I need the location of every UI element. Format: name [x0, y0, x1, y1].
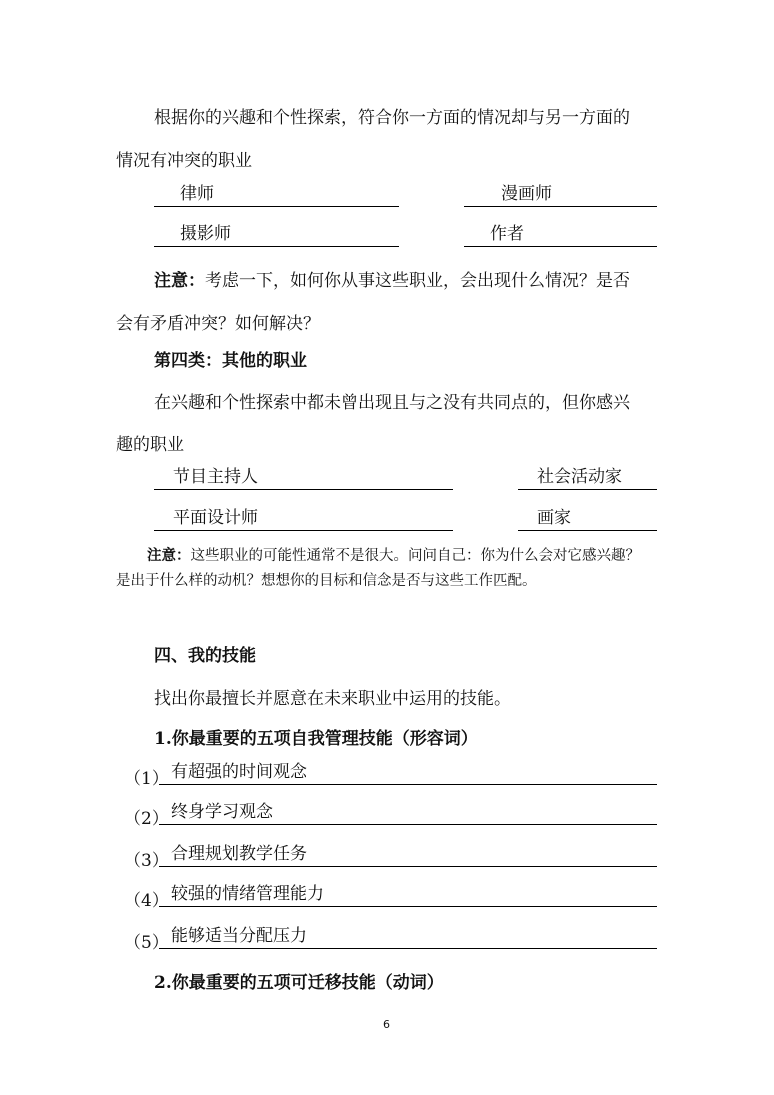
- note-2-line-2: 是出于什么样的动机？想想你的目标和信念是否与这些工作匹配。: [116, 573, 537, 589]
- skill-text: 有超强的时间观念: [171, 762, 307, 782]
- job-blank[interactable]: [464, 220, 657, 247]
- job-text: 节目主持人: [173, 467, 258, 487]
- page-number: 6: [383, 1018, 390, 1031]
- job-blank[interactable]: [154, 504, 453, 531]
- category-4-heading: 第四类：其他的职业: [154, 351, 307, 371]
- skill-text: 合理规划教学任务: [171, 844, 307, 864]
- skill-text: 能够适当分配压力: [171, 926, 307, 946]
- skill-text: 终身学习观念: [171, 802, 273, 822]
- transferable-heading: 2.你最重要的五项可迁移技能（动词）: [154, 973, 444, 993]
- skill-text: 较强的情绪管理能力: [171, 884, 324, 904]
- category-4-line-1: 在兴趣和个性探索中都未曾出现且与之没有共同点的，但你感兴: [154, 393, 630, 413]
- job-text: 社会活动家: [537, 467, 622, 487]
- job-blank[interactable]: [154, 220, 399, 247]
- note-label: 注意：: [147, 547, 191, 564]
- list-item-number: （2）: [124, 809, 169, 829]
- job-text: 作者: [490, 224, 524, 244]
- section-4-heading: 四、我的技能: [154, 646, 256, 666]
- list-item-number: （1）: [124, 769, 169, 789]
- intro-line-1: 根据你的兴趣和个性探索，符合你一方面的情况却与另一方面的: [154, 108, 630, 128]
- intro-line-2: 情况有冲突的职业: [116, 151, 252, 171]
- skill-blank[interactable]: [159, 758, 657, 785]
- list-item-number: （4）: [124, 891, 169, 911]
- job-text: 平面设计师: [173, 508, 258, 528]
- note-text: 这些职业的可能性通常不是很大。问问自己：你为什么会对它感兴趣？: [190, 548, 640, 564]
- job-blank[interactable]: [154, 180, 399, 207]
- category-4-line-2: 趣的职业: [116, 435, 184, 455]
- job-blank[interactable]: [518, 504, 657, 531]
- note-1-line-1: [154, 266, 630, 291]
- note-text: 考虑一下，如何你从事这些职业，会出现什么情况？是否: [205, 271, 630, 291]
- skill-blank[interactable]: [159, 922, 657, 949]
- self-management-heading: 1.你最重要的五项自我管理技能（形容词）: [154, 729, 478, 749]
- job-text: 律师: [180, 184, 214, 204]
- skill-blank[interactable]: [159, 840, 657, 867]
- job-text: 漫画师: [501, 184, 552, 204]
- list-item-number: （3）: [124, 851, 169, 871]
- job-text: 画家: [537, 508, 571, 528]
- section-4-intro: 找出你最擅长并愿意在未来职业中运用的技能。: [154, 689, 511, 709]
- job-blank[interactable]: [154, 463, 453, 490]
- job-blank[interactable]: [464, 180, 657, 207]
- note-2-line-1: [147, 544, 640, 565]
- note-label: 注意：: [154, 271, 205, 291]
- list-item-number: （5）: [124, 933, 169, 953]
- note-1-line-2: 会有矛盾冲突？如何解决？: [116, 314, 320, 334]
- skill-blank[interactable]: [159, 880, 657, 907]
- job-blank[interactable]: [518, 463, 657, 490]
- skill-blank[interactable]: [159, 798, 657, 825]
- job-text: 摄影师: [180, 224, 231, 244]
